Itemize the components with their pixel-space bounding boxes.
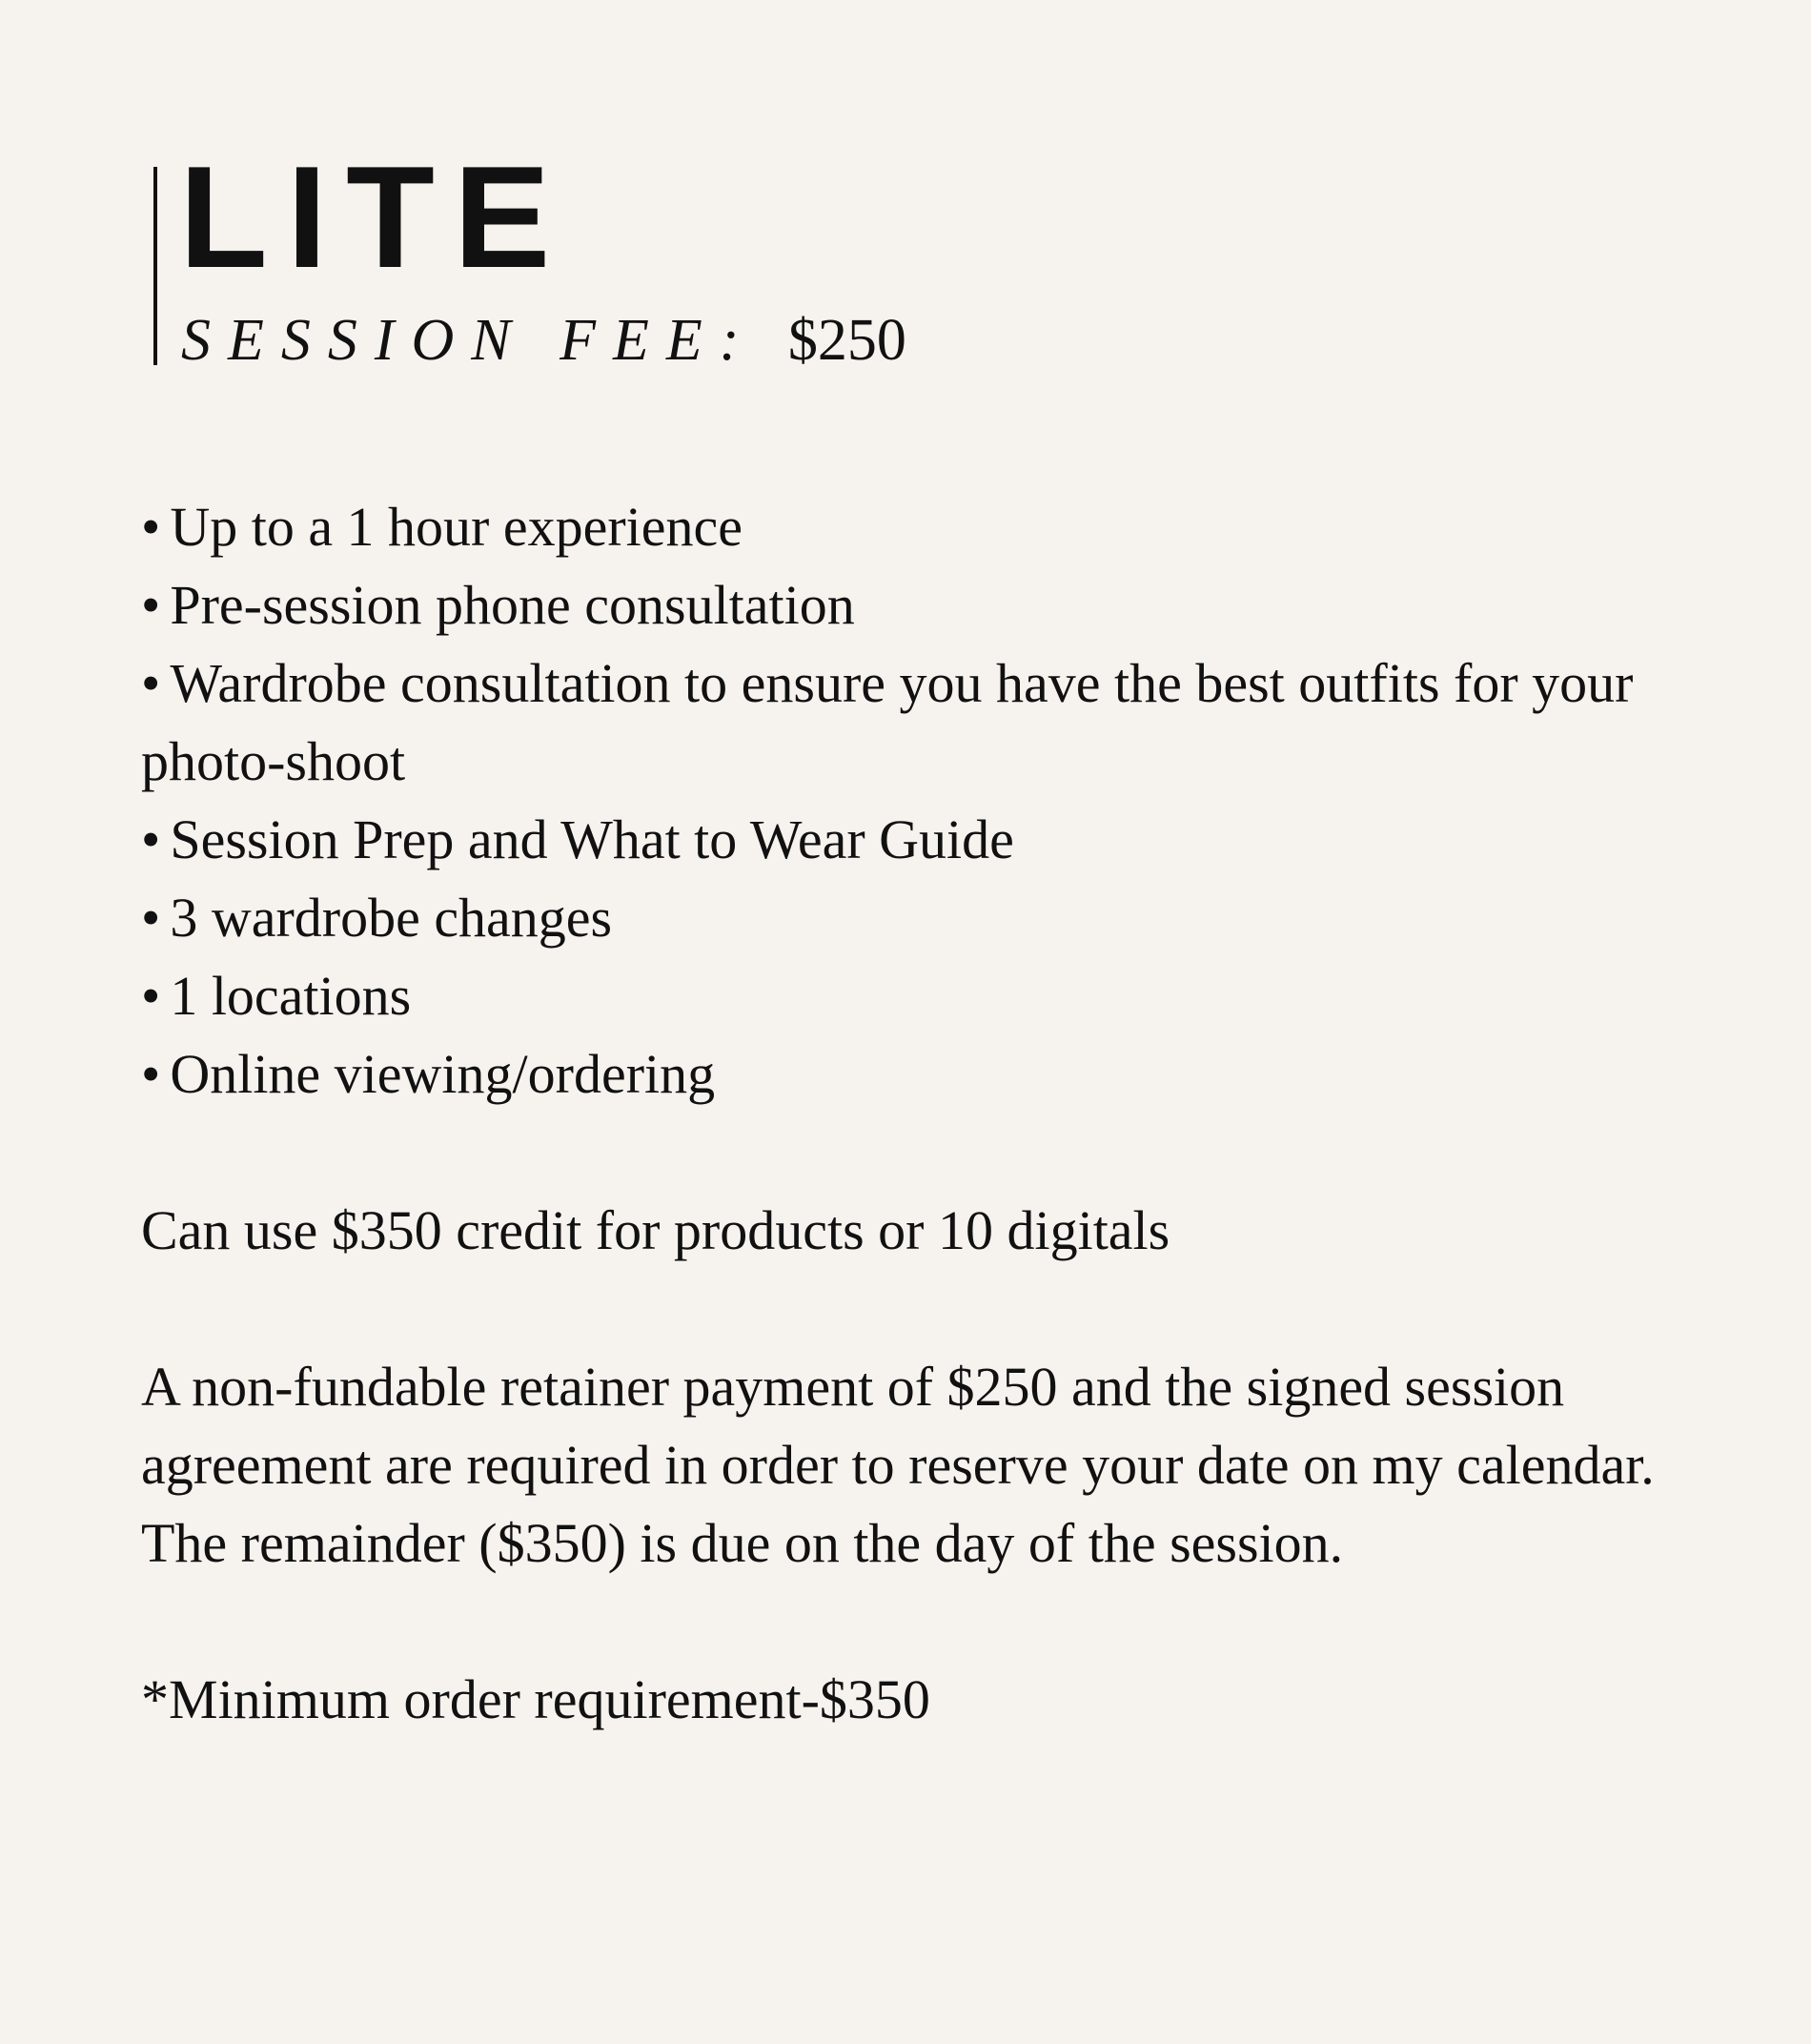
title-divider <box>153 167 157 365</box>
package-title: LITE <box>179 136 570 298</box>
retainer-note: A non-fundable retainer payment of $250 and the signed session agreement are required in order to reserve your date on my calendar. The remainder ($350) is due on the day of the session. <box>141 1356 1655 1574</box>
session-fee <box>181 308 906 373</box>
session-fee-label: SESSION FEE: <box>181 308 757 373</box>
feature-item: • Session Prep and What to Wear Guide <box>141 801 1704 879</box>
feature-item: • 3 wardrobe changes <box>141 879 1704 957</box>
package-details <box>141 488 1704 1739</box>
feature-item: • 1 locations <box>141 957 1704 1035</box>
session-fee-amount: $250 <box>787 308 906 373</box>
feature-item: • Pre-session phone consultation <box>141 566 1704 644</box>
feature-item: • Online viewing/ordering <box>141 1035 1704 1114</box>
feature-list <box>141 488 1704 1114</box>
credit-note: Can use $350 credit for products or 10 digitals <box>141 1199 1170 1261</box>
feature-item: • Wardrobe consultation to ensure you have the best outfits for your photo-shoot <box>141 644 1704 801</box>
feature-item: • Up to a 1 hour experience <box>141 488 1704 566</box>
minimum-order-note: *Minimum order requirement-$350 <box>141 1668 930 1730</box>
